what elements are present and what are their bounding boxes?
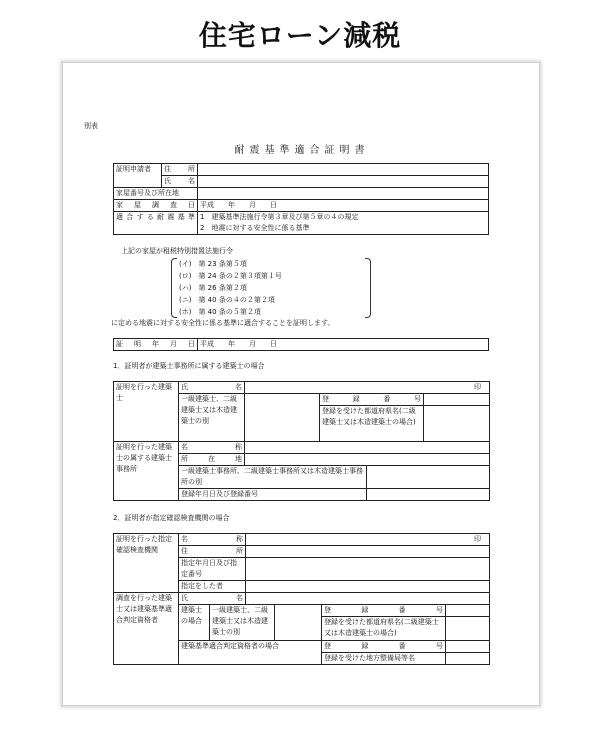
house-number-label: 家屋番号及び所在地: [114, 188, 198, 200]
clause-list: [179, 258, 282, 318]
office-name-label: 名 称: [179, 442, 245, 454]
intro-text: 上記の家屋が租税特別措置法施行令: [121, 247, 233, 255]
right-brace: [365, 258, 371, 318]
standard-label: 適合する耐震基準: [114, 212, 198, 235]
designator-field: [246, 581, 490, 593]
office-name-field: [245, 442, 490, 454]
investigator-name-field: [246, 593, 490, 605]
agency-address-label: 住 所: [179, 546, 246, 558]
judge-reg-no-field: [446, 641, 490, 653]
bureau-field: [446, 653, 490, 665]
reg-no-label: 登録番号: [320, 394, 424, 406]
address-field: [198, 164, 489, 176]
cert-date-table: [113, 338, 489, 351]
investigator-name-label: 氏 名: [179, 593, 246, 605]
prefecture-field: [424, 406, 490, 442]
office-class-field: [367, 466, 490, 489]
judge-case-label: 建築基準適合判定資格者の場合: [179, 641, 322, 665]
architect-label: 証明を行った建築士: [114, 382, 179, 442]
architect-class-label: 一級建築士、二級建築士又は木造建築士の別: [179, 394, 245, 442]
office-location-field: [245, 454, 490, 466]
name-field: [198, 176, 489, 188]
agency-label: 証明を行った指定確認検査機関: [114, 534, 179, 593]
house-number-field: [198, 188, 489, 200]
architect-case-label: 建築士の場合: [179, 605, 210, 641]
cert-date-label: 証明年月日: [114, 339, 198, 351]
standard-list: [198, 212, 489, 235]
address-label: 住 所: [162, 164, 198, 176]
designator-label: 指定をした者: [179, 581, 246, 593]
reg-no-field: [446, 605, 490, 617]
designation-label: 指定年月日及び指定番号: [179, 558, 246, 581]
appendix-label: 別表: [84, 122, 98, 130]
conclusion-text: に定める地震に対する安全性に係る基準に適合することを証明します。: [111, 319, 335, 327]
section2-heading: 2．証明者が指定確認検査機関の場合: [113, 514, 230, 522]
clause-item: (ハ) 第 26 条第２項: [179, 284, 247, 292]
cert-date-field: 平成 年 月 日: [198, 339, 489, 351]
agency-address-field: [246, 546, 490, 558]
office-location-label: 所在地: [179, 454, 245, 466]
office-label: 証明を行った建築士の属する建築士事務所: [114, 442, 179, 501]
clause-item: (ニ) 第 40 条の４の２第２項: [179, 296, 275, 304]
standard-item: 2 地震に対する安全性に係る基準: [200, 224, 310, 232]
architect-class-field: [245, 394, 320, 442]
architect-class-field: [275, 605, 322, 641]
prefecture-field: [446, 617, 490, 641]
agency-name-label: 名 称: [179, 534, 246, 546]
agency-table: [113, 533, 490, 665]
investigator-label: 調査を行った建築士又は建築基準適合判定資格者: [114, 593, 179, 665]
clause-item: (ロ) 第 24 条の２第３項第１号: [179, 272, 282, 280]
seal-mark: 印: [245, 382, 490, 394]
clause-item: (イ) 第 23 条第５項: [179, 260, 247, 268]
office-reg-label: 登録年月日及び登録番号: [179, 489, 367, 501]
applicant-table: [113, 163, 489, 235]
page-header: 住宅ローン減税: [198, 19, 402, 52]
prefecture-label: 登録を受けた都道府県名(二級建築士又は木造建築士の場合): [320, 406, 424, 442]
reg-no-label: 登録番号: [322, 605, 446, 617]
bureau-label: 登録を受けた地方整備局等名: [322, 653, 446, 665]
seal-mark: 印: [246, 534, 490, 546]
architect-name-label: 氏 名: [179, 382, 245, 394]
section1-heading: 1．証明者が建築士事務所に属する建築士の場合: [113, 362, 265, 370]
survey-date-field: 平成 年 月 日: [198, 200, 489, 212]
architect-class-label: 一級建築士、二級建築士又は木造建築士の別: [210, 605, 275, 641]
designation-field: [246, 558, 490, 581]
document-title: 耐震基準適合証明書: [234, 145, 370, 156]
left-brace: [171, 258, 177, 318]
judge-reg-no-label: 登録番号: [322, 641, 446, 653]
survey-date-label: 家屋調査日: [114, 200, 198, 212]
clause-item: (ホ) 第 40 条の５第２項: [179, 308, 261, 316]
prefecture-label: 登録を受けた都道府県名(二級建築士又は木造建築士の場合): [322, 617, 446, 641]
reg-no-field: [424, 394, 490, 406]
document-sheet: [62, 62, 540, 706]
applicant-label: 証明申請者: [114, 164, 162, 188]
office-class-label: 一級建築士事務所、二級建築士事務所又は木造建築士事務所の別: [179, 466, 367, 489]
standard-item: 1 建築基準法施行令第３章及び第５章の４の規定: [200, 213, 359, 221]
office-reg-field: [367, 489, 490, 501]
name-label: 氏 名: [162, 176, 198, 188]
architect-table: [113, 381, 490, 501]
